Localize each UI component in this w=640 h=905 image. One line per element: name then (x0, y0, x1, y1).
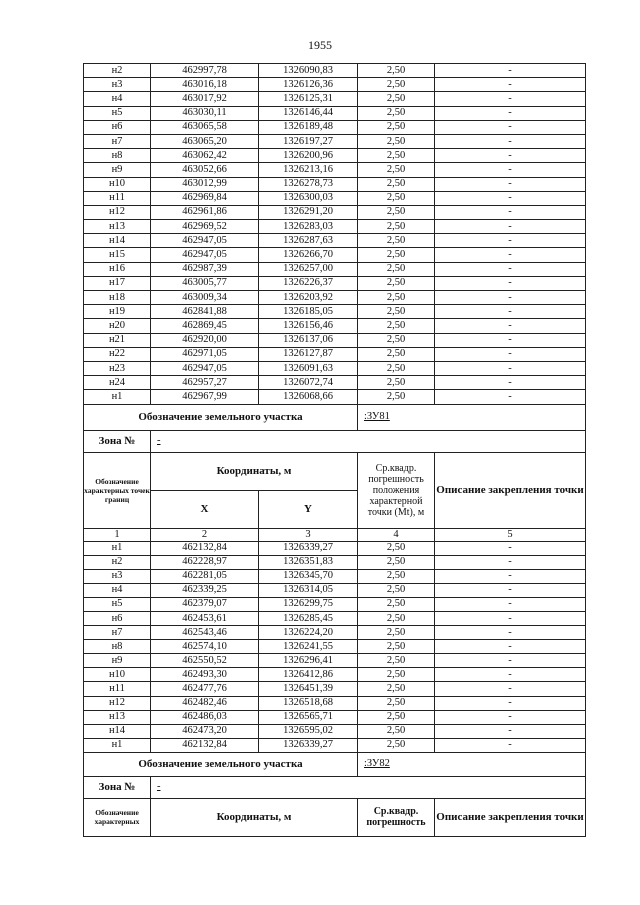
cell-accuracy: 2,50 (358, 262, 435, 276)
table-row (84, 234, 586, 248)
cell-coord-x: 463016,18 (151, 78, 259, 92)
cell-coord-y: 1326224,20 (259, 626, 358, 640)
cell-accuracy: 2,50 (358, 149, 435, 163)
cell-accuracy: 2,50 (358, 163, 435, 177)
cell-point-id: н7 (84, 626, 151, 640)
cell-accuracy: 2,50 (358, 64, 435, 78)
parcel-value: :ЗУ81 (358, 404, 586, 430)
cell-description: - (435, 134, 586, 148)
cell-coord-y: 1326291,20 (259, 205, 358, 219)
cell-coord-x: 462132,84 (151, 541, 259, 555)
cell-description: - (435, 333, 586, 347)
cell-point-id: н10 (84, 668, 151, 682)
cell-coord-y: 1326314,05 (259, 583, 358, 597)
cell-coord-x: 462969,52 (151, 220, 259, 234)
cell-accuracy: 2,50 (358, 106, 435, 120)
cell-point-id: н4 (84, 92, 151, 106)
cell-accuracy: 2,50 (358, 668, 435, 682)
table-row (84, 191, 586, 205)
cell-accuracy: 2,50 (358, 205, 435, 219)
cell-coord-x: 463012,99 (151, 177, 259, 191)
cell-coord-y: 1326197,27 (259, 134, 358, 148)
cell-accuracy: 2,50 (358, 92, 435, 106)
cell-coord-x: 462543,46 (151, 626, 259, 640)
cell-description: - (435, 583, 586, 597)
cell-coord-y: 1326345,70 (259, 569, 358, 583)
cell-coord-x: 462957,27 (151, 376, 259, 390)
table-row (84, 376, 586, 390)
table-row (84, 305, 586, 319)
cell-coord-y: 1326203,92 (259, 291, 358, 305)
table-row (84, 390, 586, 404)
cell-description: - (435, 626, 586, 640)
table-row (84, 640, 586, 654)
cell-coord-y: 1326285,45 (259, 611, 358, 625)
cell-accuracy: 2,50 (358, 276, 435, 290)
cell-point-id: н14 (84, 234, 151, 248)
cell-coord-y: 1326296,41 (259, 654, 358, 668)
cell-coord-x: 463062,42 (151, 149, 259, 163)
cell-description: - (435, 347, 586, 361)
cell-coord-x: 462869,45 (151, 319, 259, 333)
cell-accuracy: 2,50 (358, 78, 435, 92)
cell-point-id: н22 (84, 347, 151, 361)
cell-accuracy: 2,50 (358, 376, 435, 390)
cell-coord-y: 1326339,27 (259, 541, 358, 555)
table-row (84, 92, 586, 106)
cell-description: - (435, 319, 586, 333)
cell-description: - (435, 541, 586, 555)
cell-description: - (435, 710, 586, 724)
header-description: Описание закрепления точки (435, 452, 586, 528)
cell-coord-y: 1326091,63 (259, 361, 358, 375)
cell-coord-y: 1326213,16 (259, 163, 358, 177)
cell-coord-y: 1326126,36 (259, 78, 358, 92)
cell-description: - (435, 177, 586, 191)
cell-coord-x: 462477,76 (151, 682, 259, 696)
cell-coord-y: 1326257,00 (259, 262, 358, 276)
cell-point-id: н1 (84, 541, 151, 555)
col-num-3: 3 (259, 528, 358, 541)
cell-coord-x: 462987,39 (151, 262, 259, 276)
col-num-5: 5 (435, 528, 586, 541)
cell-description: - (435, 361, 586, 375)
cell-description: - (435, 262, 586, 276)
cell-accuracy: 2,50 (358, 640, 435, 654)
cell-description: - (435, 682, 586, 696)
cell-description: - (435, 390, 586, 404)
cell-point-id: н9 (84, 163, 151, 177)
cell-coord-y: 1326595,02 (259, 724, 358, 738)
col-num-1: 1 (84, 528, 151, 541)
cell-description: - (435, 640, 586, 654)
cell-point-id: н4 (84, 583, 151, 597)
cell-point-id: н13 (84, 220, 151, 234)
cell-accuracy: 2,50 (358, 738, 435, 752)
cell-coord-y: 1326565,71 (259, 710, 358, 724)
cell-description: - (435, 191, 586, 205)
table-row (84, 569, 586, 583)
table-row (84, 347, 586, 361)
cell-description: - (435, 234, 586, 248)
cell-coord-y: 1326127,87 (259, 347, 358, 361)
table-row (84, 149, 586, 163)
cell-accuracy: 2,50 (358, 234, 435, 248)
page-number: 1955 (308, 38, 332, 52)
cell-point-id: н1 (84, 390, 151, 404)
cell-accuracy: 2,50 (358, 134, 435, 148)
cell-coord-y: 1326278,73 (259, 177, 358, 191)
cell-point-id: н1 (84, 738, 151, 752)
header-accuracy-2: Ср.квадр. погрешность (358, 798, 435, 836)
cell-point-id: н24 (84, 376, 151, 390)
table-row (84, 583, 586, 597)
cell-accuracy: 2,50 (358, 555, 435, 569)
cell-coord-y: 1326451,39 (259, 682, 358, 696)
cell-point-id: н6 (84, 120, 151, 134)
cell-coord-x: 462493,30 (151, 668, 259, 682)
cell-coord-y: 1326266,70 (259, 248, 358, 262)
header-accuracy: Ср.квадр. погрешность положения характерной точки (Mt), м (358, 452, 435, 528)
header-x: X (151, 490, 259, 528)
cell-coord-x: 463052,66 (151, 163, 259, 177)
header-description-2: Описание закрепления точки (435, 798, 586, 836)
cell-description: - (435, 106, 586, 120)
cell-coord-x: 463030,11 (151, 106, 259, 120)
cell-point-id: н8 (84, 640, 151, 654)
cell-point-id: н5 (84, 597, 151, 611)
cell-coord-x: 462947,05 (151, 248, 259, 262)
table-row (84, 64, 586, 78)
coordinates-table-continued (83, 63, 586, 837)
cell-coord-x: 463065,58 (151, 120, 259, 134)
cell-accuracy: 2,50 (358, 390, 435, 404)
cell-coord-x: 462473,20 (151, 724, 259, 738)
cell-coord-x: 462339,25 (151, 583, 259, 597)
cell-coord-y: 1326412,86 (259, 668, 358, 682)
col-num-2: 2 (151, 528, 259, 541)
table-row (84, 248, 586, 262)
header-coords-2: Координаты, м (151, 798, 358, 836)
cell-point-id: н11 (84, 682, 151, 696)
cell-accuracy: 2,50 (358, 654, 435, 668)
cell-coord-x: 462482,46 (151, 696, 259, 710)
cell-description: - (435, 78, 586, 92)
cell-description: - (435, 163, 586, 177)
cell-accuracy: 2,50 (358, 710, 435, 724)
cell-coord-y: 1326299,75 (259, 597, 358, 611)
cell-coord-x: 462967,99 (151, 390, 259, 404)
table-row (84, 120, 586, 134)
col-num-4: 4 (358, 528, 435, 541)
cell-coord-x: 462997,78 (151, 64, 259, 78)
table-row (84, 163, 586, 177)
cell-point-id: н16 (84, 262, 151, 276)
zone-value-2: - (151, 776, 586, 798)
header-coords: Координаты, м (151, 452, 358, 490)
cell-description: - (435, 555, 586, 569)
table-row (84, 654, 586, 668)
cell-coord-x: 463005,77 (151, 276, 259, 290)
cell-coord-x: 462947,05 (151, 361, 259, 375)
cell-coord-x: 462971,05 (151, 347, 259, 361)
cell-accuracy: 2,50 (358, 319, 435, 333)
cell-accuracy: 2,50 (358, 291, 435, 305)
cell-point-id: н18 (84, 291, 151, 305)
cell-point-id: н13 (84, 710, 151, 724)
cell-point-id: н21 (84, 333, 151, 347)
cell-point-id: н2 (84, 555, 151, 569)
cell-description: - (435, 376, 586, 390)
cell-coord-y: 1326339,27 (259, 738, 358, 752)
cell-description: - (435, 248, 586, 262)
cell-coord-y: 1326068,66 (259, 390, 358, 404)
cell-accuracy: 2,50 (358, 597, 435, 611)
cell-description: - (435, 668, 586, 682)
table-row (84, 333, 586, 347)
cell-accuracy: 2,50 (358, 220, 435, 234)
table-row (84, 134, 586, 148)
parcel-label-2: Обозначение земельного участка (84, 752, 358, 776)
table-row (84, 611, 586, 625)
cell-accuracy: 2,50 (358, 611, 435, 625)
cell-point-id: н19 (84, 305, 151, 319)
cell-coord-x: 462453,61 (151, 611, 259, 625)
cell-coord-y: 1326283,03 (259, 220, 358, 234)
table-row (84, 696, 586, 710)
cell-accuracy: 2,50 (358, 248, 435, 262)
cell-coord-x: 462228,97 (151, 555, 259, 569)
table-row (84, 262, 586, 276)
cell-coord-x: 462961,86 (151, 205, 259, 219)
table-row (84, 555, 586, 569)
cell-coord-x: 462550,52 (151, 654, 259, 668)
table-row (84, 220, 586, 234)
cell-point-id: н3 (84, 569, 151, 583)
cell-point-id: н14 (84, 724, 151, 738)
cell-point-id: н15 (84, 248, 151, 262)
table-row (84, 597, 586, 611)
cell-coord-x: 463017,92 (151, 92, 259, 106)
cell-description: - (435, 724, 586, 738)
cell-accuracy: 2,50 (358, 305, 435, 319)
cell-point-id: н6 (84, 611, 151, 625)
cell-coord-y: 1326518,68 (259, 696, 358, 710)
cell-point-id: н11 (84, 191, 151, 205)
cell-description: - (435, 597, 586, 611)
cell-accuracy: 2,50 (358, 347, 435, 361)
cell-description: - (435, 205, 586, 219)
cell-description: - (435, 654, 586, 668)
cell-description: - (435, 276, 586, 290)
cell-description: - (435, 92, 586, 106)
cell-accuracy: 2,50 (358, 724, 435, 738)
cell-description: - (435, 64, 586, 78)
cell-accuracy: 2,50 (358, 177, 435, 191)
cell-accuracy: 2,50 (358, 361, 435, 375)
cell-point-id: н17 (84, 276, 151, 290)
table-row (84, 738, 586, 752)
zone-value: - (151, 430, 586, 452)
cell-coord-y: 1326072,74 (259, 376, 358, 390)
cell-description: - (435, 696, 586, 710)
header-point: Обозначение характерных точек границ (84, 452, 151, 528)
cell-point-id: н3 (84, 78, 151, 92)
cell-coord-x: 463065,20 (151, 134, 259, 148)
cell-coord-y: 1326125,31 (259, 92, 358, 106)
cell-coord-x: 462969,84 (151, 191, 259, 205)
cell-coord-y: 1326287,63 (259, 234, 358, 248)
cell-point-id: н10 (84, 177, 151, 191)
header-y: Y (259, 490, 358, 528)
cell-accuracy: 2,50 (358, 569, 435, 583)
cell-description: - (435, 569, 586, 583)
table-row (84, 541, 586, 555)
cell-description: - (435, 305, 586, 319)
cell-coord-x: 462841,88 (151, 305, 259, 319)
cell-point-id: н9 (84, 654, 151, 668)
cell-coord-x: 462132,84 (151, 738, 259, 752)
cell-coord-y: 1326200,96 (259, 149, 358, 163)
table-row (84, 291, 586, 305)
table-row (84, 205, 586, 219)
table-row (84, 106, 586, 120)
parcel-label: Обозначение земельного участка (84, 404, 358, 430)
cell-accuracy: 2,50 (358, 626, 435, 640)
cell-accuracy: 2,50 (358, 682, 435, 696)
cell-accuracy: 2,50 (358, 333, 435, 347)
cell-coord-y: 1326137,06 (259, 333, 358, 347)
cell-coord-x: 462486,03 (151, 710, 259, 724)
cell-description: - (435, 149, 586, 163)
table-row (84, 668, 586, 682)
parcel-value-2: :ЗУ82 (358, 752, 586, 776)
table-row (84, 78, 586, 92)
table-row (84, 710, 586, 724)
cell-coord-y: 1326241,55 (259, 640, 358, 654)
cell-description: - (435, 738, 586, 752)
table-row (84, 724, 586, 738)
cell-coord-x: 462281,05 (151, 569, 259, 583)
table-row (84, 626, 586, 640)
cell-coord-y: 1326226,37 (259, 276, 358, 290)
cell-description: - (435, 291, 586, 305)
cell-coord-y: 1326185,05 (259, 305, 358, 319)
cell-point-id: н2 (84, 64, 151, 78)
cell-point-id: н20 (84, 319, 151, 333)
zone-label-2: Зона № (84, 776, 151, 798)
cell-point-id: н7 (84, 134, 151, 148)
cell-point-id: н5 (84, 106, 151, 120)
table-row (84, 276, 586, 290)
cell-point-id: н23 (84, 361, 151, 375)
cell-coord-y: 1326090,83 (259, 64, 358, 78)
table-row (84, 177, 586, 191)
cell-point-id: н12 (84, 696, 151, 710)
cell-coord-y: 1326156,46 (259, 319, 358, 333)
cell-accuracy: 2,50 (358, 120, 435, 134)
cell-coord-x: 462947,05 (151, 234, 259, 248)
cell-coord-y: 1326146,44 (259, 106, 358, 120)
cell-point-id: н8 (84, 149, 151, 163)
cell-coord-x: 463009,34 (151, 291, 259, 305)
header-point-2: Обозначение характерных (84, 798, 151, 836)
cell-coord-y: 1326189,48 (259, 120, 358, 134)
cell-accuracy: 2,50 (358, 696, 435, 710)
cell-description: - (435, 611, 586, 625)
cell-coord-x: 462379,07 (151, 597, 259, 611)
cell-coord-x: 462920,00 (151, 333, 259, 347)
cell-coord-y: 1326300,03 (259, 191, 358, 205)
table-row (84, 319, 586, 333)
cell-description: - (435, 220, 586, 234)
table-row (84, 361, 586, 375)
cell-accuracy: 2,50 (358, 191, 435, 205)
zone-label: Зона № (84, 430, 151, 452)
cell-coord-x: 462574,10 (151, 640, 259, 654)
cell-point-id: н12 (84, 205, 151, 219)
cell-description: - (435, 120, 586, 134)
cell-accuracy: 2,50 (358, 541, 435, 555)
cell-coord-y: 1326351,83 (259, 555, 358, 569)
table-row (84, 682, 586, 696)
cell-accuracy: 2,50 (358, 583, 435, 597)
